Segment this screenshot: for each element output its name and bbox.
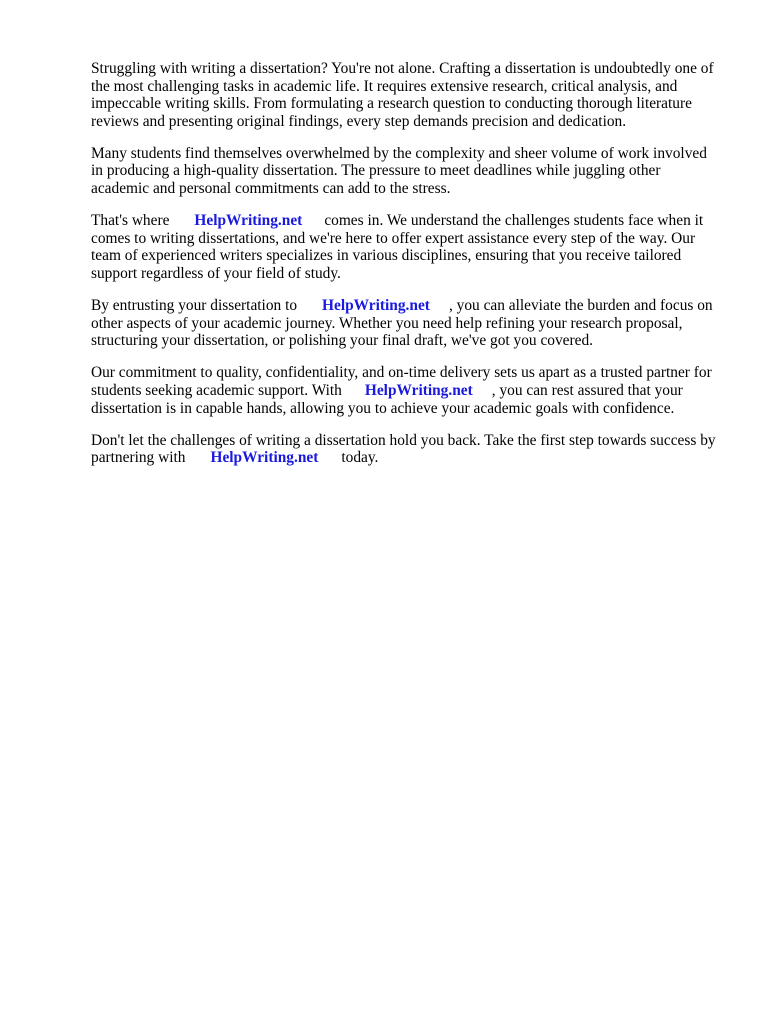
paragraph-intro-text: Struggling with writing a dissertation? You're not alone. Crafting a dissertation is undoubtedly one of the most challenging tasks in academic life. It requires extensive research, critical analysis, and impeccable writing skills. From formulating a research question to conducting thorough literature reviews and presenting original findings, every step demands precision and dedication. [91, 60, 714, 130]
paragraph-thats-where-after: comes in. We understand the challenges students face when it comes to writing dissertations, and we're here to offer expert assistance every step of the way. Our team of experienced writers specializes in various disciplines, ensuring that you receive tailored support regardless of your field of study. [91, 212, 704, 282]
document-body [91, 60, 731, 481]
paragraph-closing [91, 432, 731, 467]
helpwriting-link[interactable]: HelpWriting.net [210, 449, 319, 467]
paragraph-entrusting-before: By entrusting your dissertation to [91, 297, 298, 315]
paragraph-intro [91, 60, 731, 130]
helpwriting-link[interactable]: HelpWriting.net [364, 381, 473, 399]
paragraph-commitment-before: Our commitment to quality, confidentiality, and on-time delivery sets us apart as a trusted partner for students seeking academic support. With [91, 364, 712, 399]
helpwriting-link[interactable]: HelpWriting.net [322, 297, 430, 315]
paragraph-thats-where [91, 212, 731, 282]
paragraph-overwhelmed [91, 145, 731, 198]
paragraph-commitment-after: , you can rest assured that your dissertation is in capable hands, allowing you to achieve your academic goals with confidence. [91, 381, 683, 417]
paragraph-closing-after: today. [341, 449, 379, 467]
paragraph-entrusting-after: , you can alleviate the burden and focus on other aspects of your academic journey. Whether you need help refining your research proposal, structuring your dissertation, or polishing your final draft, we've got you covered. [91, 297, 713, 350]
paragraph-closing-before: Don't let the challenges of writing a dissertation hold you back. Take the first step towards success by partnering with [91, 431, 716, 467]
paragraph-overwhelmed-text: Many students find themselves overwhelmed by the complexity and sheer volume of work involved in producing a high-quality dissertation. The pressure to meet deadlines while juggling other academic and personal commitments can add to the stress. [91, 144, 707, 198]
paragraph-entrusting [91, 297, 731, 350]
paragraph-commitment [91, 364, 731, 417]
helpwriting-link[interactable]: HelpWriting.net [194, 212, 303, 230]
paragraph-thats-where-before: That's where [91, 212, 170, 230]
